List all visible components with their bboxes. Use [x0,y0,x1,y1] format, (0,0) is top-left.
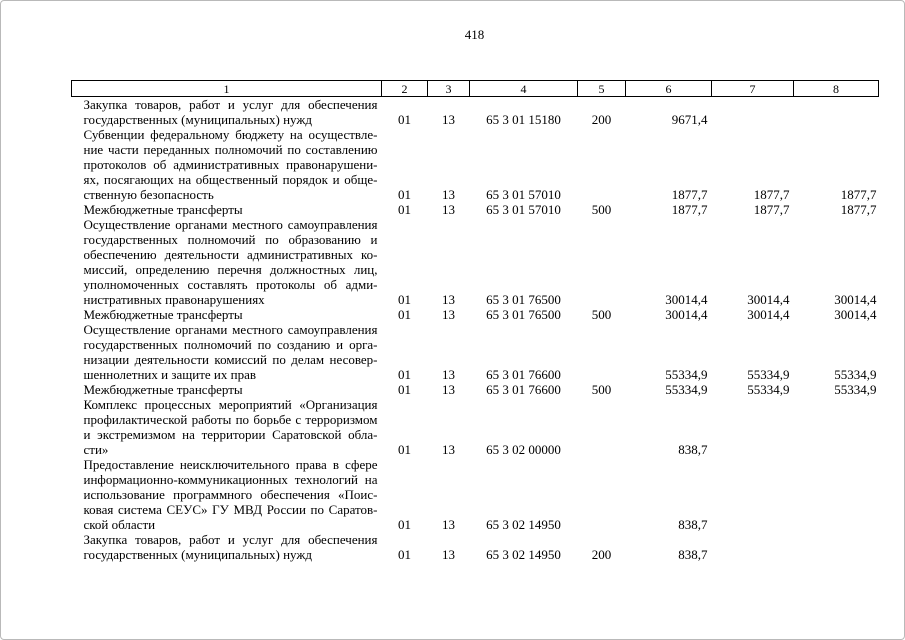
row-value-col2: 01 [398,382,411,397]
row-value-col8: 1877,7 [840,202,877,217]
row-label-line: профилактической работы по борьбе с терроризмом [83,412,378,427]
column-header-1: 1 [72,81,382,97]
row-value-col8 [794,532,879,562]
row-value-col6: 1877,7 [671,187,708,202]
row-value-col5 [578,397,626,457]
table-row [72,397,879,457]
row-value-col7: 30014,4 [747,307,790,322]
column-header-3: 3 [428,81,470,97]
row-value-col4: 65 3 01 57010 [486,202,561,217]
row-label [72,307,382,322]
row-label [72,97,382,128]
row-label-line: Субвенции федеральному бюджету на осуществле- [83,127,378,142]
row-value-col3: 13 [442,547,455,562]
row-value-col3: 13 [442,517,455,532]
row-value-col4: 65 3 02 00000 [486,442,561,457]
column-header-4: 4 [470,81,578,97]
row-value-col7: 30014,4 [747,292,790,307]
row-value-col5: 500 [591,382,612,397]
row-value-col3: 13 [442,367,455,382]
row-value-col5 [578,127,626,202]
row-value-col2: 01 [398,517,411,532]
row-label-line: Осуществление органами местного самоуправления [83,322,378,337]
table-row [72,307,879,322]
row-value-col3: 13 [442,292,455,307]
row-label-line: Межбюджетные трансферты [83,382,243,397]
row-value-col3: 13 [442,187,455,202]
row-label [72,202,382,217]
row-label [72,127,382,202]
row-label-line: шеннолетних и защите их прав [83,367,256,382]
row-value-col6: 30014,4 [665,307,708,322]
column-header-5: 5 [578,81,626,97]
row-value-col8 [794,457,879,532]
row-value-col6: 30014,4 [665,292,708,307]
row-value-col7 [712,532,794,562]
row-value-col2: 01 [398,202,411,217]
row-value-col5 [578,322,626,382]
row-value-col8: 1877,7 [840,187,877,202]
row-value-col4: 65 3 01 15180 [486,112,561,127]
row-value-col7: 1877,7 [753,187,790,202]
row-value-col7 [712,397,794,457]
row-label-line: уполномоченных составлять протоколы об адми- [83,277,378,292]
row-value-col5 [578,457,626,532]
row-value-col4: 65 3 01 57010 [486,187,561,202]
row-value-col2: 01 [398,442,411,457]
row-label-line: государственных полномочий по созданию и орга- [83,337,378,352]
row-value-col7: 55334,9 [747,367,790,382]
row-label-line: Осуществление органами местного самоуправления [83,217,378,232]
row-value-col2: 01 [398,307,411,322]
row-value-col7 [712,97,794,128]
row-label-line: информационно-коммуникационных технологий на [83,472,378,487]
row-label-line: Межбюджетные трансферты [83,307,243,322]
row-value-col7: 55334,9 [747,382,790,397]
row-value-col2: 01 [398,367,411,382]
table-row [72,457,879,532]
row-label [72,322,382,382]
row-value-col7 [712,457,794,532]
table-row [72,532,879,562]
row-value-col6: 9671,4 [671,112,708,127]
row-value-col4: 65 3 01 76500 [486,307,561,322]
row-label-line: и экстремизмом на территории Саратовской обла- [83,427,378,442]
row-value-col8 [794,97,879,128]
row-label-line: государственных (муниципальных) нужд [83,547,312,562]
row-value-col4: 65 3 01 76600 [486,367,561,382]
row-label [72,382,382,397]
column-header-6: 6 [626,81,712,97]
row-label-line: ние части переданных полномочий по составлению [83,142,378,157]
row-value-col8: 55334,9 [834,367,877,382]
row-value-col6: 838,7 [678,517,708,532]
row-label-line: ковая система СЕУС» ГУ МВД России по Саратов- [83,502,378,517]
row-value-col8: 55334,9 [834,382,877,397]
table-row [72,97,879,128]
row-value-col4: 65 3 02 14950 [486,547,561,562]
row-label [72,397,382,457]
row-value-col3: 13 [442,202,455,217]
row-label-line: сти» [83,442,109,457]
row-value-col4: 65 3 01 76500 [486,292,561,307]
row-value-col8: 30014,4 [834,292,877,307]
row-value-col3: 13 [442,442,455,457]
row-label-line: государственных полномочий по образованию и [83,232,378,247]
row-label-line: Предоставление неисключительного права в сфере [83,457,378,472]
row-label-line: Закупка товаров, работ и услуг для обеспечения [83,97,378,112]
row-label-line: миссий, определению перечня должностных лиц, [83,262,378,277]
row-value-col8 [794,397,879,457]
budget-table [71,80,879,562]
row-value-col4: 65 3 02 14950 [486,517,561,532]
row-value-col7: 1877,7 [753,202,790,217]
row-value-col8: 30014,4 [834,307,877,322]
row-label-line: государственных (муниципальных) нужд [83,112,312,127]
row-label-line: Межбюджетные трансферты [83,202,243,217]
page-number: 418 [464,27,485,42]
row-value-col5: 200 [591,547,612,562]
table-row [72,322,879,382]
row-label [72,457,382,532]
row-value-col5: 500 [591,202,612,217]
row-value-col4: 65 3 01 76600 [486,382,561,397]
table-row [72,202,879,217]
row-label-line: Комплекс процессных мероприятий «Организация [83,397,378,412]
table-row [72,217,879,307]
table-row [72,127,879,202]
column-header-2: 2 [382,81,428,97]
row-label-line: Закупка товаров, работ и услуг для обеспечения [83,532,378,547]
row-value-col5: 200 [591,112,612,127]
table-header [72,81,879,97]
row-value-col2: 01 [398,187,411,202]
table-body [72,97,879,563]
row-label [72,217,382,307]
row-value-col5 [578,217,626,307]
row-value-col2: 01 [398,547,411,562]
row-label-line: обеспечению деятельности административных ко- [83,247,378,262]
row-label-line: низации деятельности комиссий по делам несовер- [83,352,378,367]
row-value-col5: 500 [591,307,612,322]
row-value-col2: 01 [398,112,411,127]
column-header-8: 8 [794,81,879,97]
table-row [72,382,879,397]
row-value-col6: 55334,9 [665,367,708,382]
row-label-line: нистративных правонарушениях [83,292,265,307]
row-label-line: использование программного обеспечения «Поис- [83,487,378,502]
row-label-line: ях, посягающих на общественный порядок и обще- [83,172,378,187]
row-value-col6: 838,7 [678,442,708,457]
row-label-line: ственную безопасность [83,187,214,202]
column-header-7: 7 [712,81,794,97]
row-value-col3: 13 [442,112,455,127]
row-value-col6: 838,7 [678,547,708,562]
row-label-line: протоколов об административных правонарушени- [83,157,378,172]
row-value-col3: 13 [442,307,455,322]
row-value-col2: 01 [398,292,411,307]
row-value-col6: 55334,9 [665,382,708,397]
row-label [72,532,382,562]
row-value-col3: 13 [442,382,455,397]
row-value-col6: 1877,7 [671,202,708,217]
row-label-line: ской области [83,517,156,532]
table-header-row [72,81,879,97]
